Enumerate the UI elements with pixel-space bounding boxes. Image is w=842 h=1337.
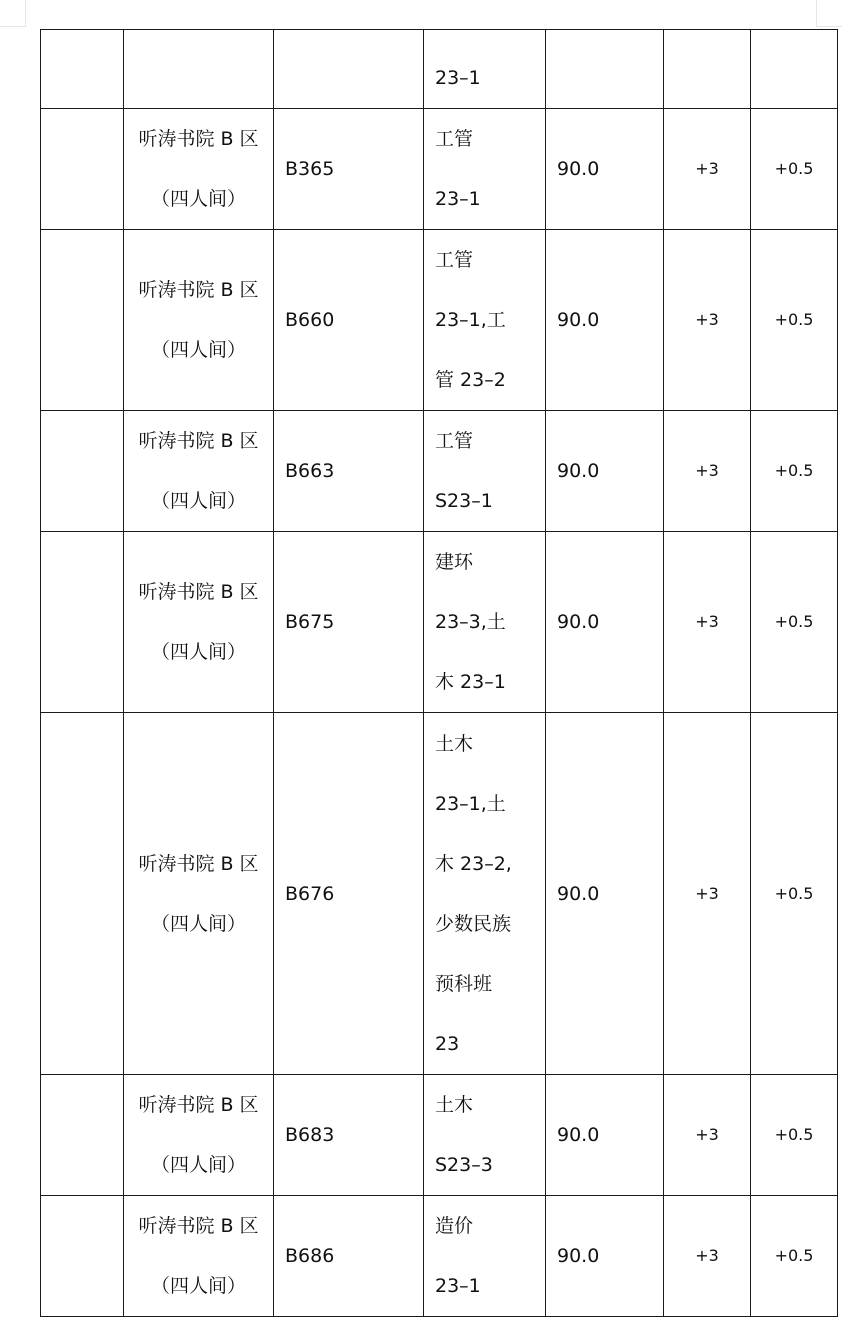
score-cell: 90.0 <box>546 109 664 230</box>
hall-line: （四人间） <box>150 641 246 663</box>
bonus-cell: +0.5 <box>751 230 838 411</box>
class-line: 23–1 <box>435 188 481 210</box>
table-row <box>41 1196 838 1317</box>
page-corner-right <box>816 0 842 27</box>
hall-line: （四人间） <box>150 912 246 935</box>
index-cell <box>41 713 124 1075</box>
class-line: 23–3,土 <box>435 611 506 633</box>
hall-line: 听涛书院 B 区 <box>138 128 259 150</box>
room-cell: B686 <box>274 1196 424 1317</box>
room-cell <box>274 30 424 109</box>
bonus-cell: +0.5 <box>751 411 838 532</box>
class-cell <box>424 1075 546 1196</box>
hall-line: 听涛书院 B 区 <box>138 430 259 452</box>
bonus-cell: +0.5 <box>751 532 838 713</box>
room-cell: B365 <box>274 109 424 230</box>
hall-line: 听涛书院 B 区 <box>138 279 259 301</box>
class-cell <box>424 1196 546 1317</box>
hall-line: 听涛书院 B 区 <box>138 852 259 875</box>
bonus-cell <box>751 30 838 109</box>
bonus-cell <box>664 30 751 109</box>
class-line: 少数民族 <box>435 912 512 935</box>
class-line: S23–1 <box>435 490 493 512</box>
hall-line: （四人间） <box>150 1154 246 1176</box>
room-cell: B676 <box>274 713 424 1075</box>
bonus-cell: +3 <box>664 109 751 230</box>
table-row <box>41 713 838 1075</box>
index-cell <box>41 532 124 713</box>
bonus-cell: +3 <box>664 1196 751 1317</box>
hall-cell <box>124 1075 274 1196</box>
table-row <box>41 30 838 109</box>
score-cell: 90.0 <box>546 532 664 713</box>
hall-line: （四人间） <box>150 490 246 512</box>
class-cell <box>424 713 546 1075</box>
hall-line: 听涛书院 B 区 <box>138 581 259 603</box>
class-cell <box>424 411 546 532</box>
class-line: 23–1 <box>435 1275 481 1297</box>
bonus-cell: +3 <box>664 1075 751 1196</box>
hall-cell <box>124 411 274 532</box>
hall-cell <box>124 1196 274 1317</box>
class-line: 建环 <box>435 551 474 573</box>
score-cell: 90.0 <box>546 1196 664 1317</box>
score-cell <box>546 30 664 109</box>
table-row <box>41 1075 838 1196</box>
class-cell <box>424 532 546 713</box>
class-line: 23–1 <box>435 67 481 89</box>
class-line: 管 23–2 <box>435 369 506 391</box>
hall-line: （四人间） <box>150 188 246 210</box>
index-cell <box>41 109 124 230</box>
index-cell <box>41 230 124 411</box>
page-corner-left <box>0 0 26 27</box>
bonus-cell: +0.5 <box>751 1075 838 1196</box>
class-cell <box>424 30 546 109</box>
class-line: 23–1,工 <box>435 309 506 331</box>
score-cell: 90.0 <box>546 230 664 411</box>
room-cell: B663 <box>274 411 424 532</box>
bonus-cell: +0.5 <box>751 1196 838 1317</box>
class-line: 预科班 <box>435 972 493 995</box>
score-cell: 90.0 <box>546 1075 664 1196</box>
bonus-cell: +3 <box>664 230 751 411</box>
class-line: 23 <box>435 1032 460 1055</box>
class-line: 工管 <box>435 430 474 452</box>
class-line: 土木 <box>435 732 474 755</box>
bonus-cell: +3 <box>664 713 751 1075</box>
bonus-cell: +0.5 <box>751 713 838 1075</box>
index-cell <box>41 411 124 532</box>
table-row <box>41 411 838 532</box>
dormitory-table <box>40 29 838 1317</box>
hall-line: （四人间） <box>150 1275 246 1297</box>
room-cell: B683 <box>274 1075 424 1196</box>
bonus-cell: +3 <box>664 411 751 532</box>
class-cell <box>424 109 546 230</box>
score-cell: 90.0 <box>546 713 664 1075</box>
table-row <box>41 532 838 713</box>
hall-cell <box>124 230 274 411</box>
class-cell <box>424 230 546 411</box>
class-line: 土木 <box>435 1094 474 1116</box>
room-cell: B660 <box>274 230 424 411</box>
table-row <box>41 230 838 411</box>
index-cell <box>41 1075 124 1196</box>
class-line: 木 23–2, <box>435 852 512 875</box>
hall-line: 听涛书院 B 区 <box>138 1094 259 1116</box>
hall-cell <box>124 30 274 109</box>
room-cell: B675 <box>274 532 424 713</box>
index-cell <box>41 1196 124 1317</box>
class-line: 木 23–1 <box>435 671 506 693</box>
bonus-cell: +3 <box>664 532 751 713</box>
class-line: 工管 <box>435 128 474 150</box>
hall-cell <box>124 109 274 230</box>
class-line: 工管 <box>435 249 474 271</box>
score-cell: 90.0 <box>546 411 664 532</box>
bonus-cell: +0.5 <box>751 109 838 230</box>
hall-line: （四人间） <box>150 339 246 361</box>
class-line: S23–3 <box>435 1154 493 1176</box>
class-line: 造价 <box>435 1215 474 1237</box>
hall-cell <box>124 713 274 1075</box>
table-row <box>41 109 838 230</box>
hall-line: 听涛书院 B 区 <box>138 1215 259 1237</box>
table-body <box>41 30 838 1317</box>
index-cell <box>41 30 124 109</box>
class-line: 23–1,土 <box>435 792 506 815</box>
hall-cell <box>124 532 274 713</box>
